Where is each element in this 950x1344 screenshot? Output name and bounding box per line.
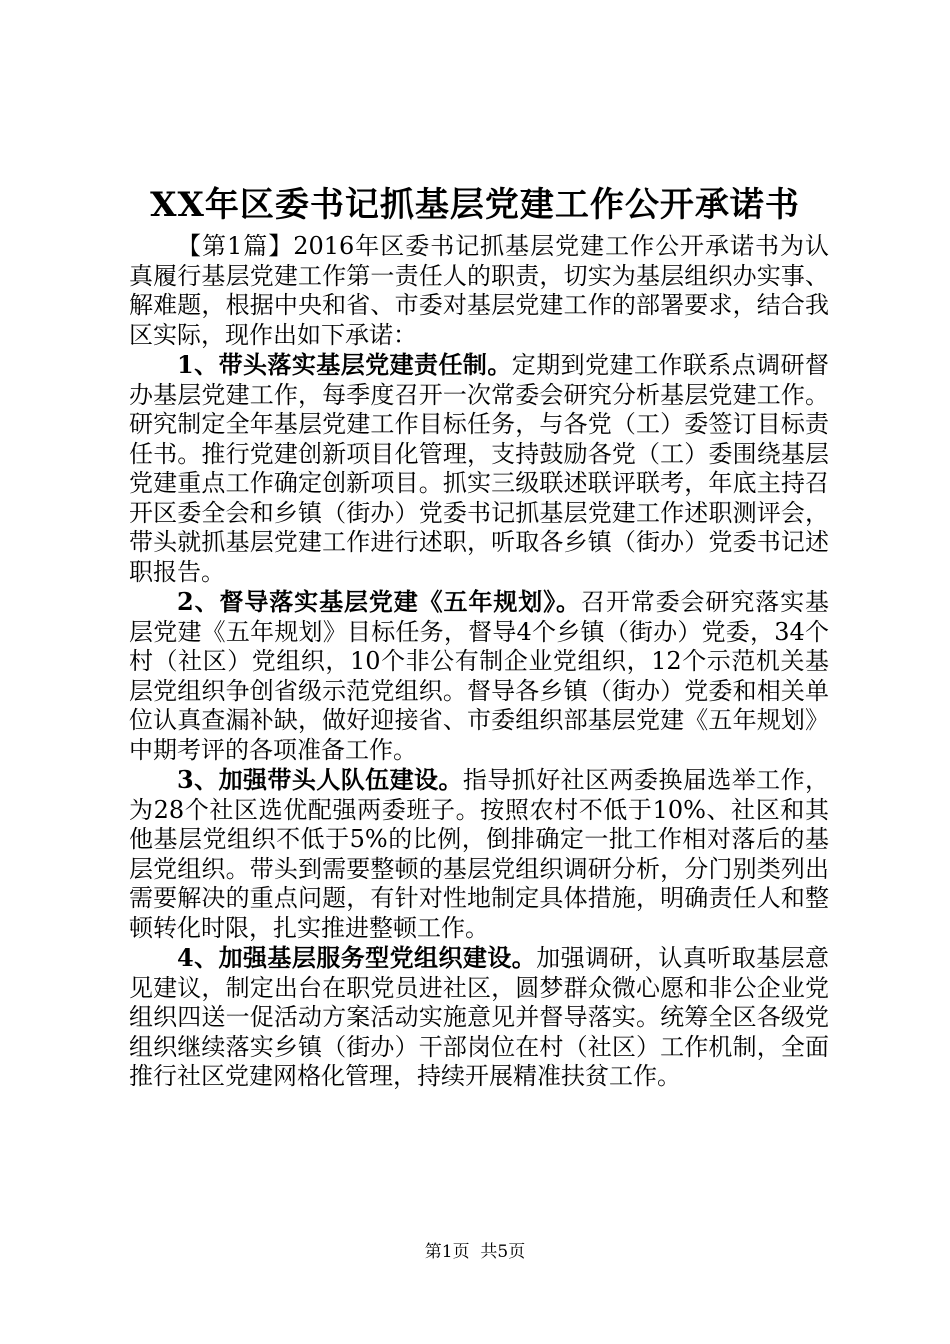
paragraph-item-3 bbox=[129, 765, 829, 943]
paragraph-text: 【第1篇】2016年区委书记抓基层党建工作公开承诺书为认真履行基层党建工作第一责任人的职责，切实为基层组织办实事、解难题，根据中央和省、市委对基层党建工作的部署要求，结合我区实际，现作出如下承诺： bbox=[129, 232, 829, 349]
page-footer bbox=[0, 1240, 950, 1264]
paragraph-heading: 3、加强带头人队伍建设。 bbox=[177, 765, 463, 794]
paragraph-text: 定期到党建工作联系点调研督办基层党建工作，每季度召开一次常委会研究分析基层党建工作。研究制定全年基层党建工作目标任务，与各党（工）委签订目标责任书。推行党建创新项目化管理，支持鼓励各党（工）委围绕基层党建重点工作确定创新项目。抓实三级联述联评联考，年底主持召开区委全会和乡镇（街办）党委书记抓基层党建工作述职测评会，带头就抓基层党建工作进行述职，听取各乡镇（街办）党委书记述职报告。 bbox=[129, 351, 829, 586]
paragraph-text: 加强调研，认真听取基层意见建议，制定出台在职党员进社区，圆梦群众微心愿和非公企业党组织四送一促活动方案活动实施意见并督导落实。统筹全区各级党组织继续落实乡镇（街办）干部岗位在村（社区）工作机制，全面推行社区党建网格化管理，持续开展精准扶贫工作。 bbox=[129, 944, 829, 1090]
paragraph-text: 指导抓好社区两委换届选举工作，为28个社区选优配强两委班子。按照农村不低于10%、社区和其他基层党组织不低于5%的比例，倒排确定一批工作相对落后的基层党组织。带头到需要整顿的基层党组织调研分析，分门别类列出需要解决的重点问题，有针对性地制定具体措施，明确责任人和整顿转化时限，扎实推进整顿工作。 bbox=[129, 766, 830, 942]
paragraph-heading: 2、督导落实基层党建《五年规划》。 bbox=[177, 587, 581, 616]
page-number-current: 第1页 bbox=[424, 1242, 470, 1262]
paragraph-item-4 bbox=[129, 943, 829, 1092]
paragraph-heading: 1、带头落实基层党建责任制。 bbox=[177, 350, 512, 379]
document-title: XX年区委书记抓基层党建工作公开承诺书 bbox=[150, 185, 800, 225]
footer-spacer bbox=[470, 1242, 481, 1262]
paragraph-text: 召开常委会研究落实基层党建《五年规划》目标任务，督导4个乡镇（街办）党委，34个村（社区）党组织，10个非公有制企业党组织，12个示范机关基层党组织争创省级示范党组织。督导各乡镇（街办）党委和相关单位认真查漏补缺，做好迎接省、市委组织部基层党建《五年规划》中期考评的各项准备工作。 bbox=[129, 588, 830, 764]
document-body bbox=[129, 232, 829, 1092]
page-number-total: 共5页 bbox=[480, 1242, 526, 1262]
paragraph-intro bbox=[129, 232, 829, 350]
paragraph-item-1 bbox=[129, 350, 829, 587]
paragraph-item-2 bbox=[129, 587, 829, 765]
paragraph-heading: 4、加强基层服务型党组织建设。 bbox=[177, 943, 537, 972]
